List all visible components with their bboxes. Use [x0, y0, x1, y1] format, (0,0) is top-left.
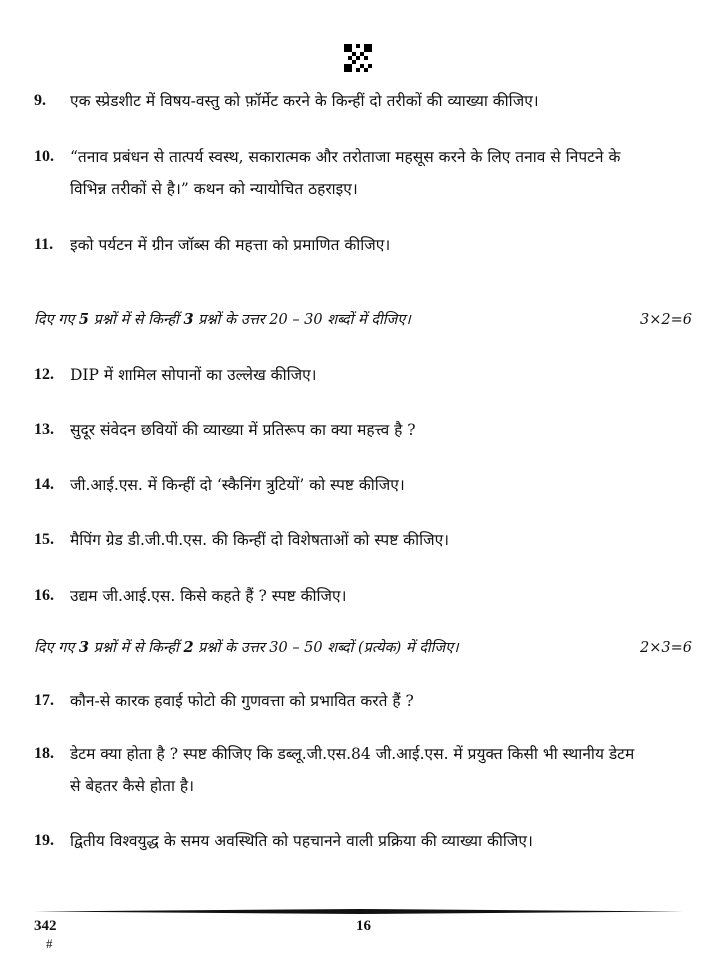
question-13	[34, 414, 694, 446]
instruction-count: 2	[183, 639, 194, 656]
page-number: 16	[356, 918, 371, 934]
question-14	[34, 469, 694, 501]
question-text: द्वितीय विश्वयुद्ध के समय अवस्थिति को पहचानने वाली प्रक्रिया की व्याख्या कीजिए।	[70, 832, 533, 850]
question-text: मैपिंग ग्रेड डी.जी.पी.एस. की किन्हीं दो विशेषताओं को स्पष्ट कीजिए।	[70, 531, 450, 549]
question-text: एक स्प्रेडशीट में विषय-वस्तु को फ़ॉर्मेट करने के किन्हीं दो तरीकों की व्याख्या कीजिए।	[70, 92, 539, 110]
question-text: उद्यम जी.आई.एस. किसे कहते हैं ? स्पष्ट कीजिए।	[70, 587, 347, 605]
instruction-mid: प्रश्नों में से किन्हीं	[93, 312, 179, 328]
question-number: 16.	[34, 587, 54, 604]
question-18	[34, 738, 694, 802]
section-instruction	[34, 638, 692, 658]
question-text: इको पर्यटन में ग्रीन जॉब्स की महत्ता को प्रमाणित कीजिए।	[70, 236, 391, 254]
question-text-line-1: “तनाव प्रबंधन से तात्पर्य स्वस्थ, सकारात्मक और तरोताजा महसूस करने के लिए तनाव से निपटने के	[70, 148, 621, 166]
paper-hash: #	[46, 936, 53, 951]
question-text: DIP में शामिल सोपानों का उल्लेख कीजिए।	[70, 366, 317, 384]
question-12	[34, 359, 694, 391]
question-number: 13.	[34, 421, 54, 438]
qr-code	[344, 44, 372, 72]
question-number: 17.	[34, 692, 54, 709]
instruction-post: प्रश्नों के उत्तर 20 – 30 शब्दों में दीजिए।	[198, 312, 411, 328]
instruction-pre: दिए गए	[34, 640, 75, 656]
instruction-count: 3	[183, 311, 194, 328]
instruction-pre: दिए गए	[34, 312, 75, 328]
question-number: 12.	[34, 366, 54, 383]
question-10	[34, 141, 694, 205]
instruction-mid: प्रश्नों में से किन्हीं	[93, 640, 179, 656]
section-marks: 3×2=6	[640, 312, 692, 328]
question-text: जी.आई.एस. में किन्हीं दो ‘स्कैनिंग त्रुटियों’ को स्पष्ट कीजिए।	[70, 476, 405, 494]
question-text-line-1: डेटम क्या होता है ? स्पष्ट कीजिए कि डब्लू.जी.एस.84 जी.आई.एस. में प्रयुक्त किसी भी स्थानीय डेटम	[70, 745, 635, 763]
question-text: कौन-से कारक हवाई फोटो की गुणवत्ता को प्रभावित करते हैं ?	[70, 692, 414, 710]
question-text: सुदूर संवेदन छवियों की व्याख्या में प्रतिरूप का क्या महत्त्व है ?	[70, 421, 416, 439]
question-text-line-2: से बेहतर कैसे होता है।	[70, 777, 195, 795]
paper-code: 342	[34, 918, 57, 934]
question-number: 11.	[34, 236, 54, 253]
question-9	[34, 85, 694, 117]
question-number: 14.	[34, 476, 54, 493]
question-16	[34, 580, 694, 612]
question-17	[34, 685, 694, 717]
question-number: 10.	[34, 148, 54, 165]
question-text-line-2: विभिन्न तरीकों से है।” कथन को न्यायोचित ठहराइए।	[70, 180, 358, 198]
question-number: 15.	[34, 531, 54, 548]
question-number: 18.	[34, 745, 54, 762]
instruction-total: 3	[78, 639, 89, 656]
section-instruction	[34, 310, 692, 330]
section-marks: 2×3=6	[640, 640, 692, 656]
question-number: 9.	[34, 92, 46, 109]
question-number: 19.	[34, 832, 54, 849]
question-15	[34, 524, 694, 556]
footer-rule	[34, 909, 684, 914]
question-19	[34, 825, 694, 857]
instruction-total: 5	[78, 311, 89, 328]
question-11	[34, 229, 694, 261]
instruction-post: प्रश्नों के उत्तर 30 – 50 शब्दों (प्रत्येक) में दीजिए।	[198, 640, 459, 656]
